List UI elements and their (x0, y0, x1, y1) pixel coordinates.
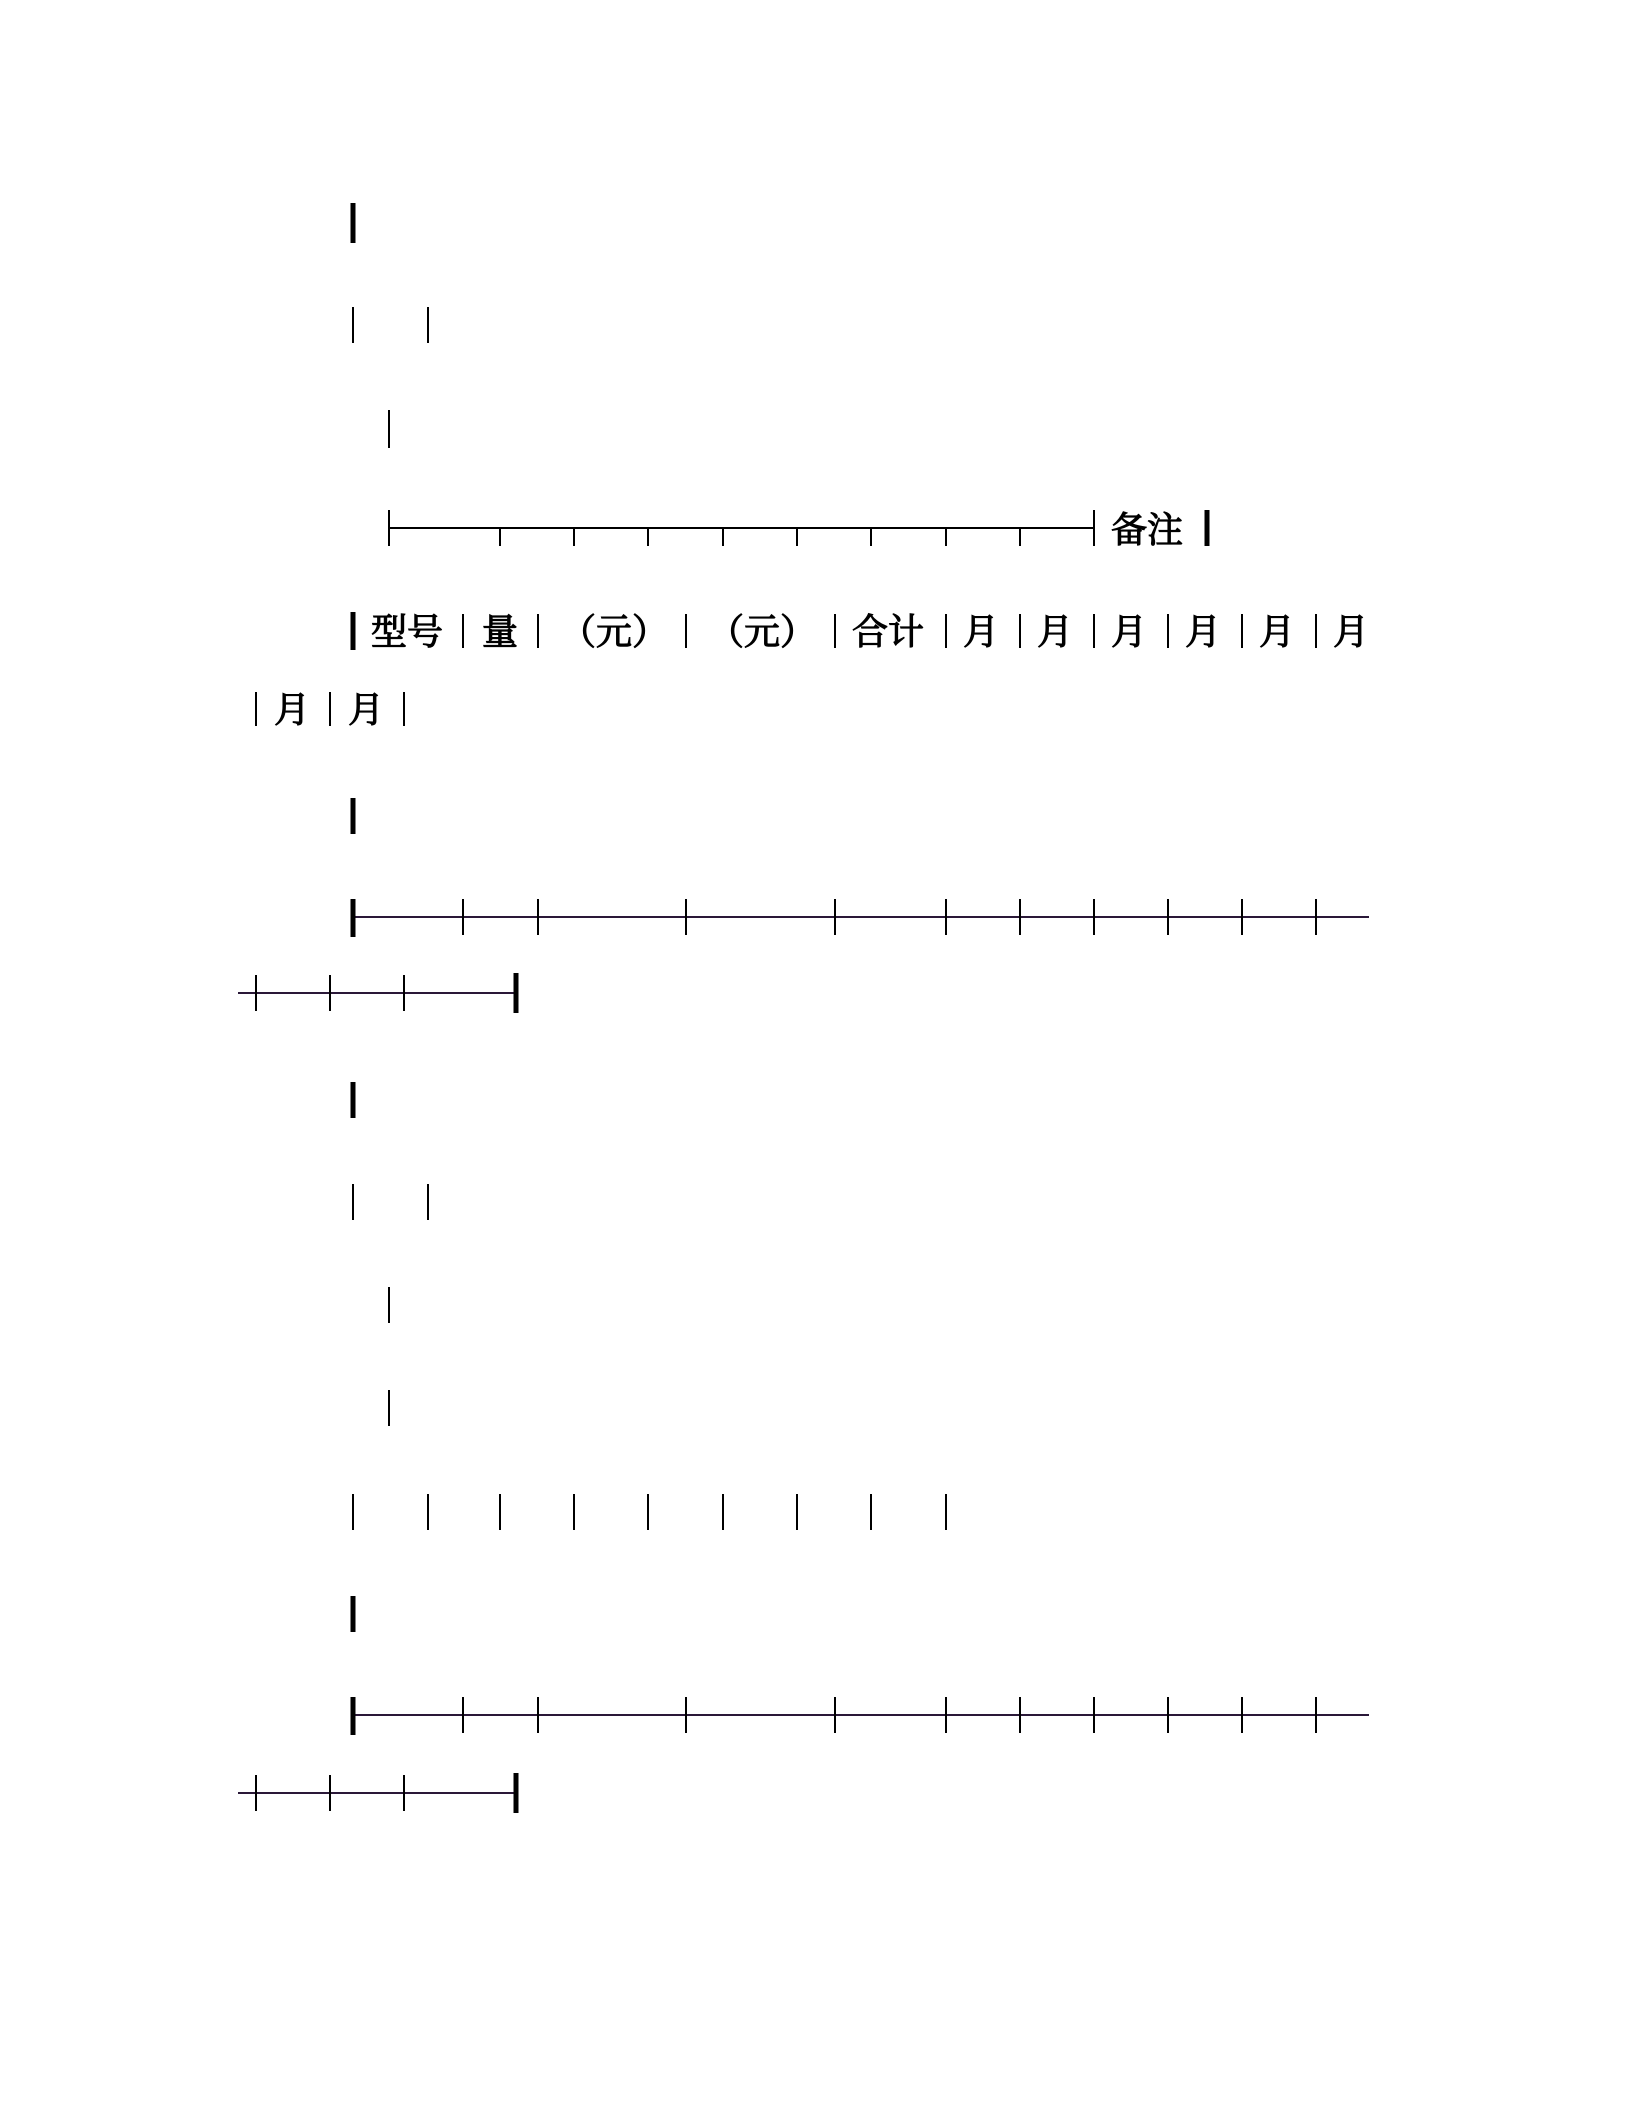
header-cell-quantity: 量 (482, 612, 519, 653)
header-cell-total: 合计 (852, 612, 925, 653)
remark-row (389, 510, 1207, 551)
header-cell-month: 月 (963, 612, 1000, 653)
header-cell-month: 月 (1037, 612, 1074, 653)
header-cell-month: 月 (1185, 612, 1222, 653)
header-cell-month: 月 (348, 690, 385, 731)
table-border-fragments-top (353, 203, 428, 448)
header-row-wrapped (256, 690, 404, 731)
header-row (353, 612, 1369, 653)
header-cell-amount: （元） (708, 612, 817, 653)
row-separator-block-2 (238, 1596, 1369, 1813)
remark-label: 备注 (1111, 510, 1184, 551)
header-cell-model: 型号 (371, 612, 444, 653)
header-cell-month: 月 (1333, 612, 1370, 653)
header-cell-month: 月 (1111, 612, 1148, 653)
table-border-fragments-middle (353, 1082, 946, 1530)
row-separator-block-1 (238, 798, 1369, 1013)
header-cell-unit-price: （元） (560, 612, 669, 653)
header-cell-month: 月 (274, 690, 311, 731)
header-cell-month: 月 (1259, 612, 1296, 653)
